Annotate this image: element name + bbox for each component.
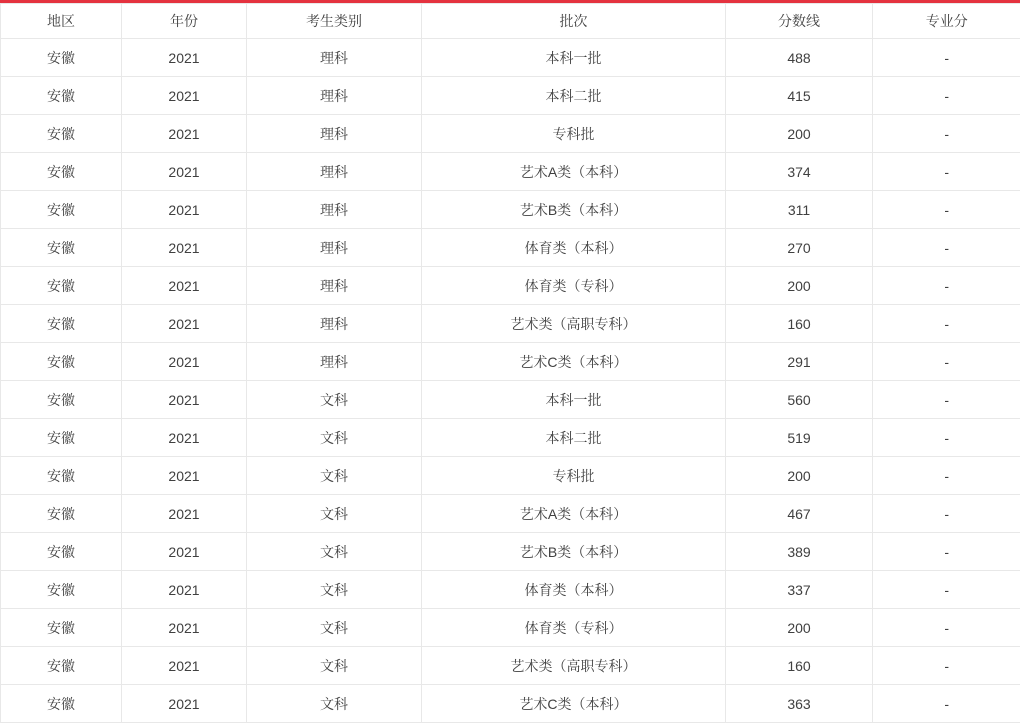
cell-region: 安徽 <box>1 685 122 723</box>
table-row <box>1 229 1020 267</box>
table-row <box>1 191 1020 229</box>
cell-region: 安徽 <box>1 533 122 571</box>
cell-score-line: 270 <box>726 229 873 267</box>
cell-region: 安徽 <box>1 495 122 533</box>
cell-batch: 体育类（专科） <box>422 267 726 305</box>
cell-major-score: - <box>873 305 1020 343</box>
cell-year: 2021 <box>122 685 247 723</box>
cell-category: 文科 <box>247 419 422 457</box>
table-body <box>1 39 1020 723</box>
cell-major-score: - <box>873 647 1020 685</box>
table-row <box>1 457 1020 495</box>
cell-major-score: - <box>873 609 1020 647</box>
cell-score-line: 160 <box>726 305 873 343</box>
cell-category: 理科 <box>247 229 422 267</box>
cell-major-score: - <box>873 191 1020 229</box>
cell-major-score: - <box>873 685 1020 723</box>
cell-score-line: 519 <box>726 419 873 457</box>
cell-region: 安徽 <box>1 571 122 609</box>
column-header-score-line: 分数线 <box>726 4 873 39</box>
cell-category: 文科 <box>247 609 422 647</box>
cell-score-line: 374 <box>726 153 873 191</box>
cell-region: 安徽 <box>1 153 122 191</box>
table-row <box>1 685 1020 723</box>
cell-score-line: 337 <box>726 571 873 609</box>
table-row <box>1 647 1020 685</box>
cell-region: 安徽 <box>1 267 122 305</box>
cell-year: 2021 <box>122 115 247 153</box>
cell-major-score: - <box>873 457 1020 495</box>
cell-year: 2021 <box>122 457 247 495</box>
cell-category: 文科 <box>247 495 422 533</box>
cell-score-line: 311 <box>726 191 873 229</box>
cell-year: 2021 <box>122 39 247 77</box>
cell-score-line: 415 <box>726 77 873 115</box>
cell-batch: 艺术B类（本科） <box>422 191 726 229</box>
cell-major-score: - <box>873 571 1020 609</box>
table-row <box>1 267 1020 305</box>
table-row <box>1 305 1020 343</box>
cell-batch: 体育类（本科） <box>422 229 726 267</box>
cell-score-line: 560 <box>726 381 873 419</box>
cell-batch: 专科批 <box>422 115 726 153</box>
cell-major-score: - <box>873 495 1020 533</box>
cell-score-line: 467 <box>726 495 873 533</box>
cell-score-line: 200 <box>726 457 873 495</box>
cell-major-score: - <box>873 533 1020 571</box>
cell-batch: 体育类（本科） <box>422 571 726 609</box>
cell-category: 文科 <box>247 457 422 495</box>
cell-major-score: - <box>873 229 1020 267</box>
cell-category: 理科 <box>247 343 422 381</box>
cell-year: 2021 <box>122 305 247 343</box>
cell-year: 2021 <box>122 533 247 571</box>
table-row <box>1 495 1020 533</box>
cell-region: 安徽 <box>1 39 122 77</box>
cell-score-line: 363 <box>726 685 873 723</box>
cell-batch: 本科一批 <box>422 381 726 419</box>
cell-batch: 艺术类（高职专科） <box>422 305 726 343</box>
cell-category: 理科 <box>247 39 422 77</box>
table-row <box>1 39 1020 77</box>
cell-score-line: 291 <box>726 343 873 381</box>
cell-batch: 艺术A类（本科） <box>422 153 726 191</box>
cell-batch: 艺术C类（本科） <box>422 343 726 381</box>
cell-region: 安徽 <box>1 457 122 495</box>
cell-score-line: 389 <box>726 533 873 571</box>
cell-category: 文科 <box>247 571 422 609</box>
column-header-major-score: 专业分 <box>873 4 1020 39</box>
table-row <box>1 153 1020 191</box>
cell-region: 安徽 <box>1 191 122 229</box>
cell-score-line: 160 <box>726 647 873 685</box>
cell-year: 2021 <box>122 267 247 305</box>
cell-major-score: - <box>873 343 1020 381</box>
cell-year: 2021 <box>122 495 247 533</box>
cell-category: 理科 <box>247 115 422 153</box>
cell-major-score: - <box>873 39 1020 77</box>
cell-region: 安徽 <box>1 115 122 153</box>
cell-major-score: - <box>873 77 1020 115</box>
table-row <box>1 381 1020 419</box>
cell-batch: 艺术A类（本科） <box>422 495 726 533</box>
table-row <box>1 533 1020 571</box>
table-row <box>1 609 1020 647</box>
cell-major-score: - <box>873 267 1020 305</box>
cell-batch: 艺术C类（本科） <box>422 685 726 723</box>
cell-category: 理科 <box>247 153 422 191</box>
cell-major-score: - <box>873 381 1020 419</box>
table-row <box>1 343 1020 381</box>
cell-year: 2021 <box>122 647 247 685</box>
cell-category: 理科 <box>247 191 422 229</box>
cell-batch: 艺术B类（本科） <box>422 533 726 571</box>
cell-category: 文科 <box>247 533 422 571</box>
cell-year: 2021 <box>122 229 247 267</box>
cell-year: 2021 <box>122 419 247 457</box>
cell-category: 文科 <box>247 381 422 419</box>
table-row <box>1 115 1020 153</box>
cell-region: 安徽 <box>1 229 122 267</box>
cell-category: 理科 <box>247 267 422 305</box>
cell-score-line: 488 <box>726 39 873 77</box>
cell-year: 2021 <box>122 77 247 115</box>
score-line-table <box>0 3 1020 723</box>
column-header-region: 地区 <box>1 4 122 39</box>
cell-region: 安徽 <box>1 343 122 381</box>
cell-year: 2021 <box>122 609 247 647</box>
header-row <box>1 4 1020 39</box>
cell-region: 安徽 <box>1 647 122 685</box>
column-header-year: 年份 <box>122 4 247 39</box>
column-header-batch: 批次 <box>422 4 726 39</box>
cell-category: 理科 <box>247 77 422 115</box>
table-row <box>1 571 1020 609</box>
cell-batch: 本科二批 <box>422 77 726 115</box>
cell-year: 2021 <box>122 153 247 191</box>
cell-region: 安徽 <box>1 419 122 457</box>
cell-major-score: - <box>873 153 1020 191</box>
cell-year: 2021 <box>122 191 247 229</box>
column-header-category: 考生类别 <box>247 4 422 39</box>
cell-major-score: - <box>873 115 1020 153</box>
cell-category: 文科 <box>247 685 422 723</box>
cell-year: 2021 <box>122 381 247 419</box>
cell-batch: 艺术类（高职专科） <box>422 647 726 685</box>
cell-region: 安徽 <box>1 381 122 419</box>
cell-year: 2021 <box>122 571 247 609</box>
cell-score-line: 200 <box>726 115 873 153</box>
cell-batch: 专科批 <box>422 457 726 495</box>
cell-score-line: 200 <box>726 267 873 305</box>
table-row <box>1 419 1020 457</box>
cell-score-line: 200 <box>726 609 873 647</box>
cell-major-score: - <box>873 419 1020 457</box>
table-row <box>1 77 1020 115</box>
cell-region: 安徽 <box>1 609 122 647</box>
cell-batch: 体育类（专科） <box>422 609 726 647</box>
cell-region: 安徽 <box>1 305 122 343</box>
cell-batch: 本科一批 <box>422 39 726 77</box>
cell-category: 理科 <box>247 305 422 343</box>
cell-year: 2021 <box>122 343 247 381</box>
cell-category: 文科 <box>247 647 422 685</box>
cell-region: 安徽 <box>1 77 122 115</box>
cell-batch: 本科二批 <box>422 419 726 457</box>
